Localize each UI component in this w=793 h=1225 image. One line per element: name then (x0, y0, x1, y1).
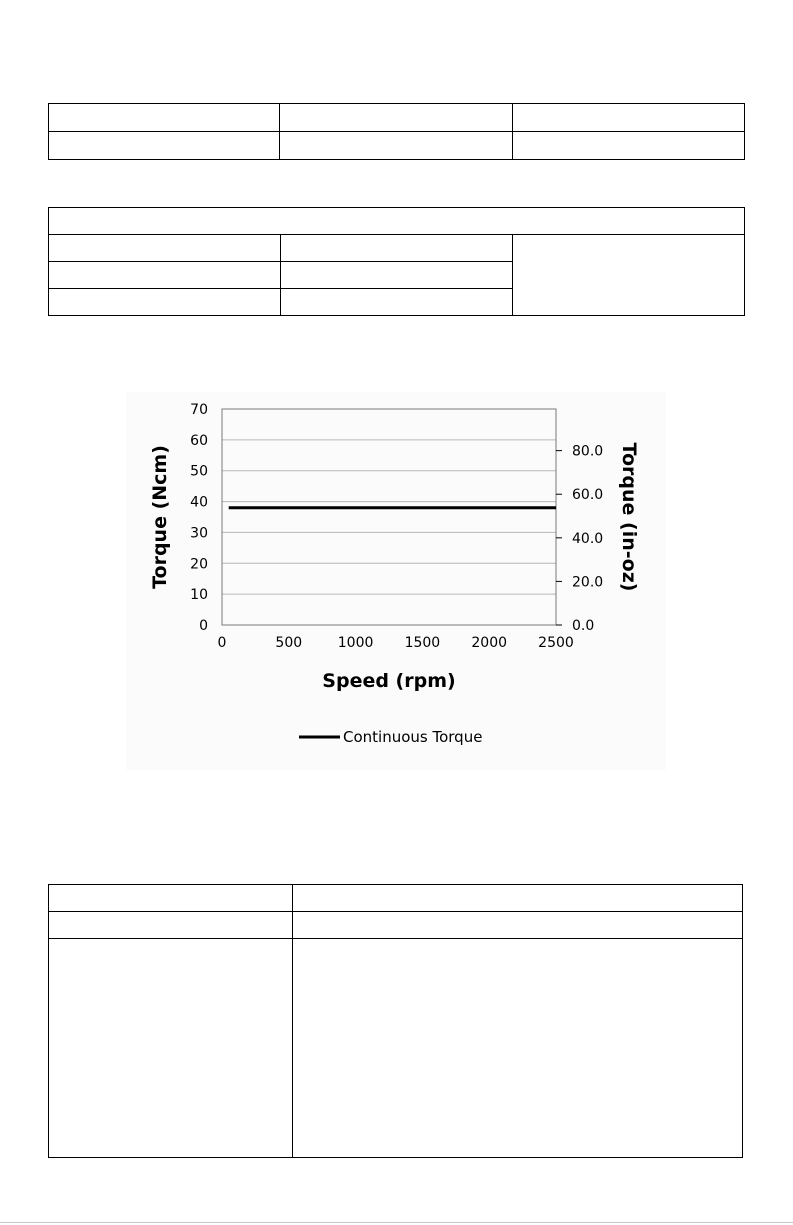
top-table (48, 103, 745, 160)
table-header-cell (49, 208, 745, 235)
table-cell (280, 104, 513, 132)
table-row (49, 912, 743, 939)
table-cell (293, 885, 743, 912)
y-tick-label: 30 (190, 525, 208, 542)
table-cell (49, 132, 280, 160)
y2-tick-label: 20.0 (572, 574, 604, 591)
table-cell (281, 289, 513, 316)
table-cell (49, 289, 281, 316)
table-row (49, 208, 745, 235)
x-tick-label: 500 (275, 635, 303, 651)
x-tick-label: 0 (217, 635, 227, 651)
y-tick-label: 70 (190, 402, 208, 418)
y-tick-label: 10 (190, 587, 208, 604)
bottom-table (48, 884, 743, 1158)
y2-tick-label: 60.0 (572, 487, 604, 504)
x-tick-label: 2500 (538, 635, 574, 651)
y-tick-label: 50 (190, 463, 208, 480)
table-row (49, 104, 745, 132)
torque-chart (126, 392, 666, 770)
table-cell (49, 104, 280, 132)
chart-canvas (126, 392, 666, 770)
legend-label: Continuous Torque (343, 728, 483, 746)
y2-tick-label: 80.0 (572, 443, 604, 460)
y-tick-label: 0 (199, 618, 208, 634)
page-bottom-rule (0, 1222, 793, 1223)
x-tick-label: 2000 (471, 635, 508, 651)
table-row (49, 885, 743, 912)
y2-tick-label: 40.0 (572, 530, 604, 547)
table-cell (513, 104, 745, 132)
table-row (49, 939, 743, 1158)
table-merged-cell (513, 235, 745, 316)
x-tick-label: 1500 (404, 635, 441, 651)
x-tick-label: 1000 (337, 635, 374, 651)
y2-tick-label: 0.0 (572, 618, 595, 634)
y-tick-label: 20 (190, 556, 208, 573)
table-cell (49, 262, 281, 289)
table-cell (293, 939, 743, 1158)
y2-axis-title: Torque (in-oz) (618, 442, 640, 592)
plot-area-border (222, 409, 556, 625)
y-axis-title: Torque (Ncm) (149, 445, 171, 589)
table-row (49, 132, 745, 160)
y-tick-label: 40 (190, 494, 208, 511)
x-axis-title: Speed (rpm) (322, 670, 456, 692)
table-cell (49, 939, 293, 1158)
table-cell (513, 132, 745, 160)
table-cell (49, 912, 293, 939)
table-cell (49, 885, 293, 912)
table-cell (280, 132, 513, 160)
table-cell (281, 235, 513, 262)
y-tick-label: 60 (190, 432, 208, 449)
table-row (49, 235, 745, 262)
table-cell (293, 912, 743, 939)
table-cell (49, 235, 281, 262)
table-cell (281, 262, 513, 289)
spec-table (48, 207, 745, 316)
